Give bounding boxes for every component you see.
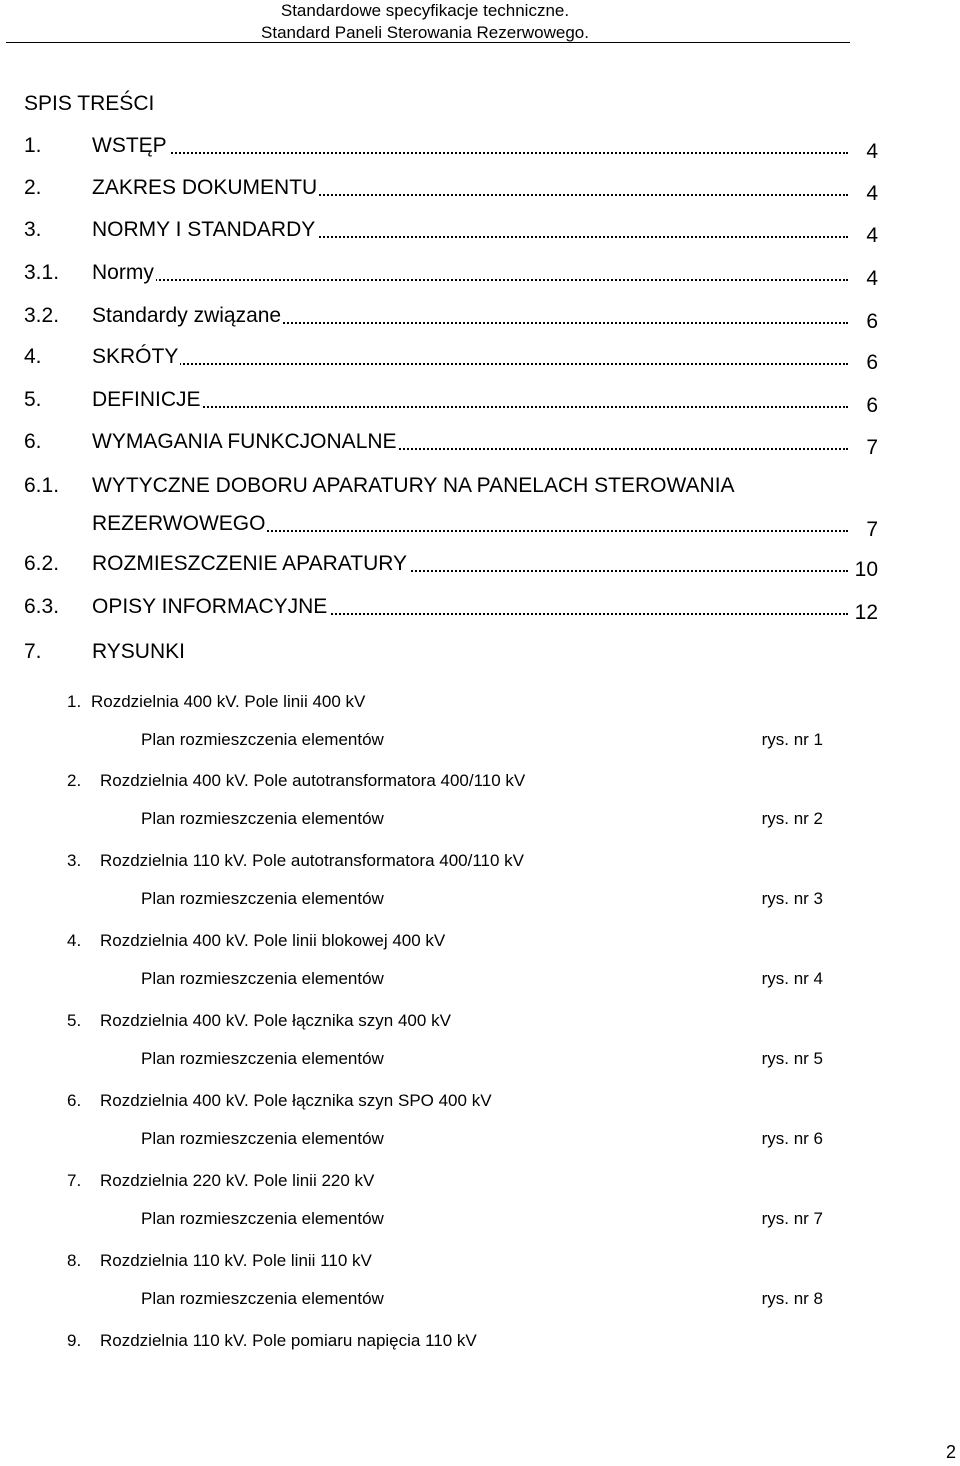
figure-drawing-ref: rys. nr 7 bbox=[761, 1209, 823, 1228]
toc-entry[interactable] bbox=[24, 640, 878, 668]
toc-entry-page: 4 bbox=[863, 267, 878, 291]
toc-entry-title-continuation: REZERWOWEGO bbox=[92, 512, 266, 535]
figure-drawing-ref: rys. nr 4 bbox=[761, 969, 823, 988]
toc-entry-page: 12 bbox=[852, 601, 878, 625]
figure-number: 1. bbox=[67, 692, 82, 711]
toc-entry-title: WYMAGANIA FUNKCJONALNE bbox=[92, 430, 397, 453]
header-line-1: Standardowe specyfikacje techniczne. bbox=[280, 1, 570, 20]
toc-entry-title: RYSUNKI bbox=[92, 640, 185, 663]
dot-leader bbox=[92, 152, 848, 154]
page-number: 2 bbox=[945, 1442, 956, 1462]
toc-entry-number: 1. bbox=[24, 134, 42, 157]
toc-entry[interactable] bbox=[24, 176, 878, 204]
figure-title: Rozdzielnia 400 kV. Pole łącznika szyn SPO 400 kV bbox=[100, 1091, 492, 1110]
figure-plan-label: Plan rozmieszczenia elementów bbox=[141, 730, 384, 749]
figure-drawing-ref: rys. nr 2 bbox=[761, 809, 823, 828]
toc-entry-number: 6. bbox=[24, 430, 42, 453]
toc-entry-page: 4 bbox=[863, 224, 878, 248]
toc-entry-continuation[interactable] bbox=[24, 512, 878, 540]
header-line-2: Standard Paneli Sterowania Rezerwowego. bbox=[261, 23, 589, 42]
toc-entry-page: 6 bbox=[863, 351, 878, 375]
toc-entry-page: 6 bbox=[863, 394, 878, 418]
figure-number: 4. bbox=[67, 931, 82, 950]
figure-title: Rozdzielnia 110 kV. Pole autotransformatora 400/110 kV bbox=[100, 851, 525, 870]
toc-entry[interactable] bbox=[24, 552, 878, 580]
figure-plan-label: Plan rozmieszczenia elementów bbox=[141, 1129, 384, 1148]
toc-entry-page: 6 bbox=[863, 310, 878, 334]
toc-entry[interactable] bbox=[24, 345, 878, 373]
figure-drawing-ref: rys. nr 5 bbox=[761, 1049, 823, 1068]
dot-leader bbox=[92, 363, 848, 365]
toc-entry-number: 3. bbox=[24, 218, 42, 241]
figure-drawing-ref: rys. nr 3 bbox=[761, 889, 823, 908]
toc-entry-number: 7. bbox=[24, 640, 42, 663]
figure-plan-label: Plan rozmieszczenia elementów bbox=[141, 1049, 384, 1068]
toc-entry-number: 2. bbox=[24, 176, 42, 199]
toc-entry-number: 6.2. bbox=[24, 552, 60, 575]
figure-drawing-ref: rys. nr 1 bbox=[761, 730, 823, 749]
toc-entry-page: 4 bbox=[863, 182, 878, 206]
page-header bbox=[0, 0, 850, 44]
toc-entry-title: SKRÓTY bbox=[92, 345, 179, 368]
figure-title: Rozdzielnia 400 kV. Pole linii blokowej 400 kV bbox=[100, 931, 446, 950]
toc-entry[interactable] bbox=[24, 261, 878, 289]
toc-entry[interactable] bbox=[24, 218, 878, 246]
toc-entry[interactable] bbox=[24, 134, 878, 162]
figure-plan-label: Plan rozmieszczenia elementów bbox=[141, 969, 384, 988]
figure-drawing-ref: rys. nr 6 bbox=[761, 1129, 823, 1148]
toc-entry-title: DEFINICJE bbox=[92, 388, 201, 411]
toc-entry-page: 7 bbox=[863, 436, 878, 460]
figure-number: 3. bbox=[67, 851, 82, 870]
figure-plan-label: Plan rozmieszczenia elementów bbox=[141, 1209, 384, 1228]
figure-title: Rozdzielnia 220 kV. Pole linii 220 kV bbox=[100, 1171, 375, 1190]
toc-entry-title: Normy bbox=[92, 261, 154, 284]
toc-entry-number: 4. bbox=[24, 345, 42, 368]
toc-entry-title: WYTYCZNE DOBORU APARATURY NA PANELACH STEROWANIA bbox=[92, 474, 735, 497]
figure-title: Rozdzielnia 110 kV. Pole pomiaru napięcia 110 kV bbox=[100, 1331, 477, 1350]
figure-drawing-ref: rys. nr 8 bbox=[761, 1289, 823, 1308]
toc-entry-title: ZAKRES DOKUMENTU bbox=[92, 176, 318, 199]
dot-leader bbox=[92, 406, 848, 408]
toc-entry[interactable] bbox=[24, 304, 878, 332]
toc-entry-page: 7 bbox=[863, 518, 878, 542]
figure-title: Rozdzielnia 400 kV. Pole łącznika szyn 400 kV bbox=[100, 1011, 451, 1030]
toc-entry-page: 4 bbox=[863, 140, 878, 164]
figure-title: Rozdzielnia 110 kV. Pole linii 110 kV bbox=[100, 1251, 372, 1270]
toc-entry-number: 3.1. bbox=[24, 261, 60, 284]
header-divider bbox=[6, 42, 850, 43]
dot-leader bbox=[92, 279, 848, 281]
figure-number: 5. bbox=[67, 1011, 82, 1030]
toc-entry-title: WSTĘP bbox=[92, 134, 167, 157]
toc-entry-title: Standardy związane bbox=[92, 304, 282, 327]
toc-entry[interactable] bbox=[24, 595, 878, 623]
toc-entry-title: ROZMIESZCZENIE APARATURY bbox=[92, 552, 408, 575]
figure-number: 6. bbox=[67, 1091, 82, 1110]
figure-number: 8. bbox=[67, 1251, 82, 1270]
figure-plan-label: Plan rozmieszczenia elementów bbox=[141, 1289, 384, 1308]
figure-plan-label: Plan rozmieszczenia elementów bbox=[141, 889, 384, 908]
toc-entry-number: 5. bbox=[24, 388, 42, 411]
figure-number: 9. bbox=[67, 1331, 82, 1350]
toc-entry[interactable] bbox=[24, 474, 878, 502]
figure-title: Rozdzielnia 400 kV. Pole autotransformatora 400/110 kV bbox=[100, 771, 526, 790]
toc-entry-number: 6.1. bbox=[24, 474, 60, 497]
toc-entry-page: 10 bbox=[852, 558, 878, 582]
toc-entry-title: NORMY I STANDARDY bbox=[92, 218, 316, 241]
toc-entry-number: 3.2. bbox=[24, 304, 60, 327]
figure-number: 2. bbox=[67, 771, 82, 790]
toc-entry[interactable] bbox=[24, 430, 878, 458]
figure-number: 7. bbox=[67, 1171, 82, 1190]
figure-plan-label: Plan rozmieszczenia elementów bbox=[141, 809, 384, 828]
toc-entry[interactable] bbox=[24, 388, 878, 416]
toc-title: SPIS TREŚCI bbox=[24, 92, 155, 115]
toc-entry-title: OPISY INFORMACYJNE bbox=[92, 595, 328, 618]
figure-title: Rozdzielnia 400 kV. Pole linii 400 kV bbox=[91, 692, 366, 711]
toc-entry-number: 6.3. bbox=[24, 595, 60, 618]
